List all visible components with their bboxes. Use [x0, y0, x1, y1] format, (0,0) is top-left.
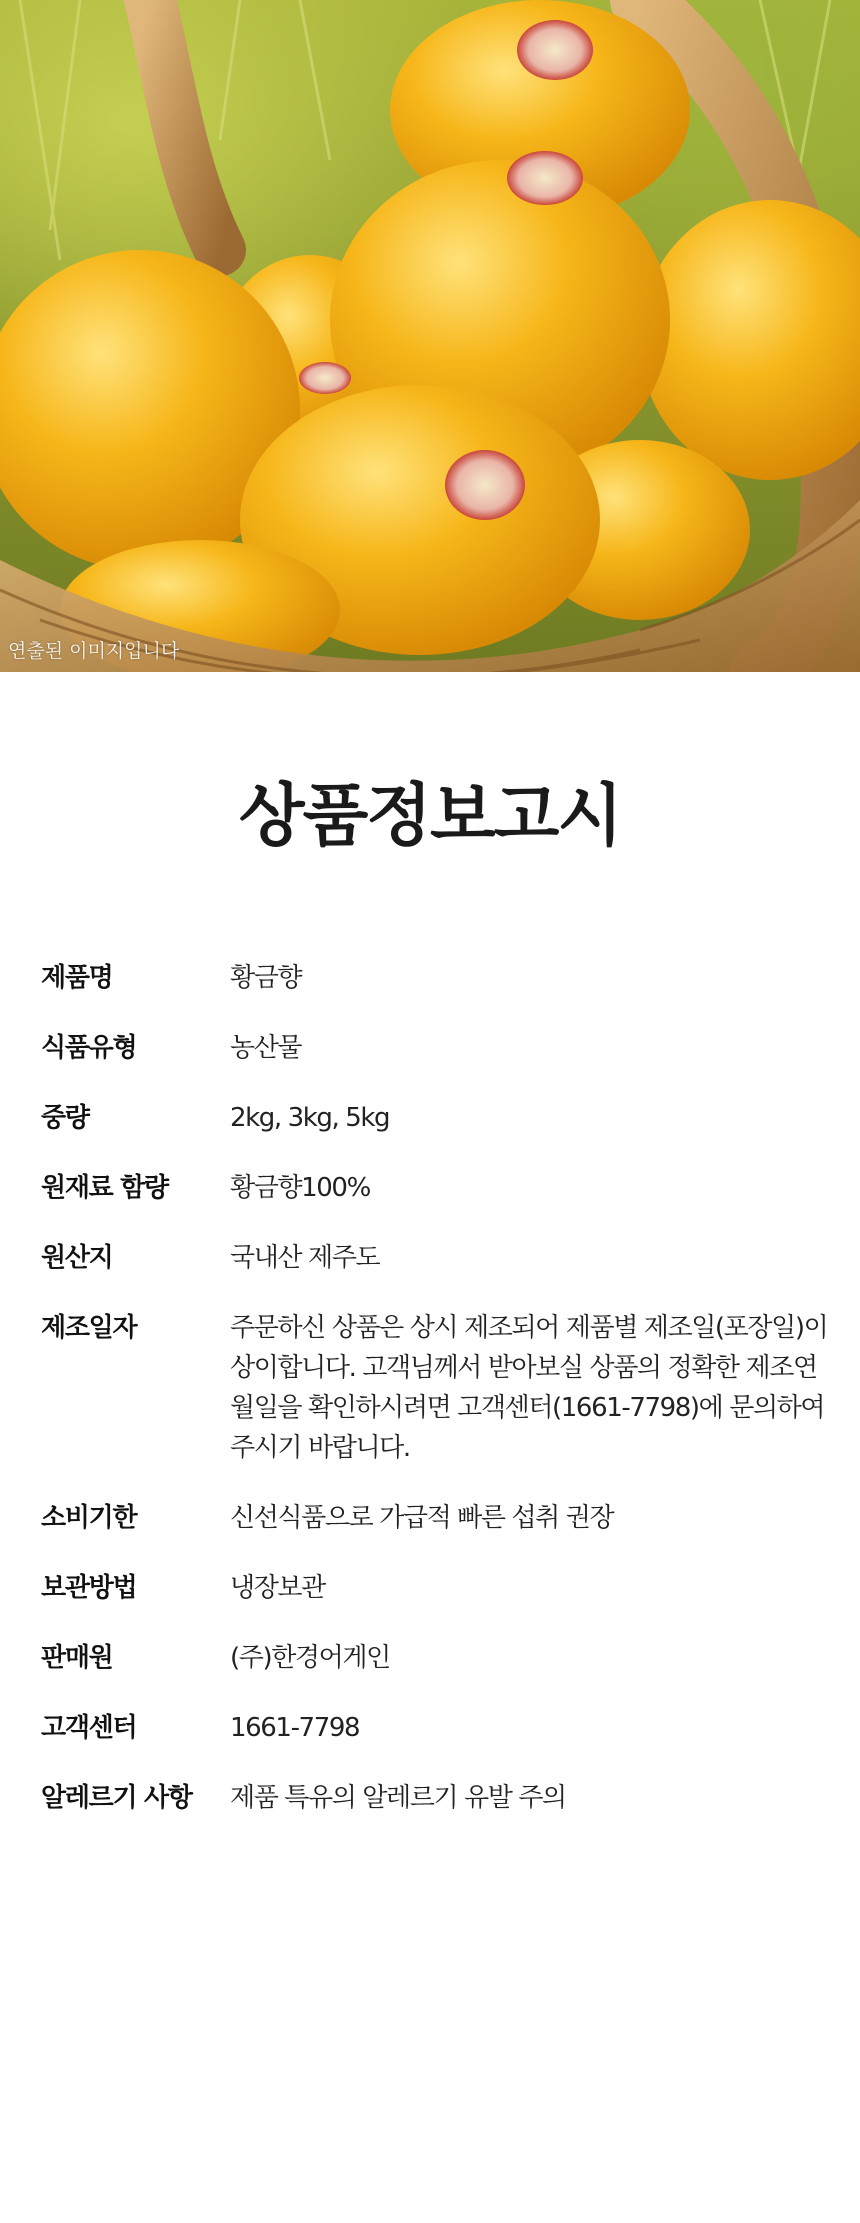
- info-label: 소비기한: [41, 1503, 137, 1533]
- info-value: 농산물: [230, 1033, 302, 1063]
- info-value: (주)한경어게인: [230, 1643, 390, 1673]
- info-row-allergy: [41, 1778, 831, 1818]
- info-value: 국내산 제주도: [230, 1243, 380, 1273]
- info-value: 냉장보관: [230, 1573, 325, 1603]
- info-value: 제품 특유의 알레르기 유발 주의: [230, 1783, 566, 1813]
- info-label: 판매원: [41, 1643, 113, 1673]
- info-row-manufacture-date: [41, 1308, 831, 1468]
- info-row-expiry: [41, 1498, 831, 1538]
- info-value: 1661-7798: [230, 1713, 360, 1743]
- info-row-storage: [41, 1568, 831, 1608]
- hero-photo: [0, 0, 860, 672]
- info-label: 제품명: [41, 963, 113, 993]
- info-row-product-name: [41, 958, 831, 998]
- info-label: 중량: [41, 1103, 89, 1133]
- info-label: 고객센터: [41, 1713, 137, 1743]
- info-label: 원산지: [41, 1243, 113, 1273]
- info-value: 주문하신 상품은 상시 제조되어 제품별 제조일(포장일)이 상이합니다. 고객님께서 받아보실 상품의 정확한 제조연월일을 확인하시려면 고객센터(1661-7798)에 문의하여 주시기 바랍니다.: [230, 1313, 828, 1463]
- info-label: 알레르기 사항: [41, 1783, 192, 1813]
- info-label: 식품유형: [41, 1033, 137, 1063]
- info-label: 보관방법: [41, 1573, 137, 1603]
- info-value: 황금향: [230, 963, 302, 993]
- fruit-basket-illustration: [0, 0, 860, 672]
- page-title: 상품정보고시: [238, 777, 622, 856]
- info-row-seller: [41, 1638, 831, 1678]
- info-value: 신선식품으로 가급적 빠른 섭취 권장: [230, 1503, 614, 1533]
- info-value: 2kg, 3kg, 5kg: [230, 1103, 390, 1133]
- info-row-food-type: [41, 1028, 831, 1068]
- info-row-customer-center: [41, 1708, 831, 1748]
- info-row-ingredients: [41, 1168, 831, 1208]
- info-row-weight: [41, 1098, 831, 1138]
- info-label: 제조일자: [41, 1313, 137, 1343]
- hero-caption: 연출된 이미지입니다: [8, 640, 180, 662]
- info-row-origin: [41, 1238, 831, 1278]
- info-label: 원재료 함량: [41, 1173, 168, 1203]
- info-value: 황금향100%: [230, 1173, 370, 1203]
